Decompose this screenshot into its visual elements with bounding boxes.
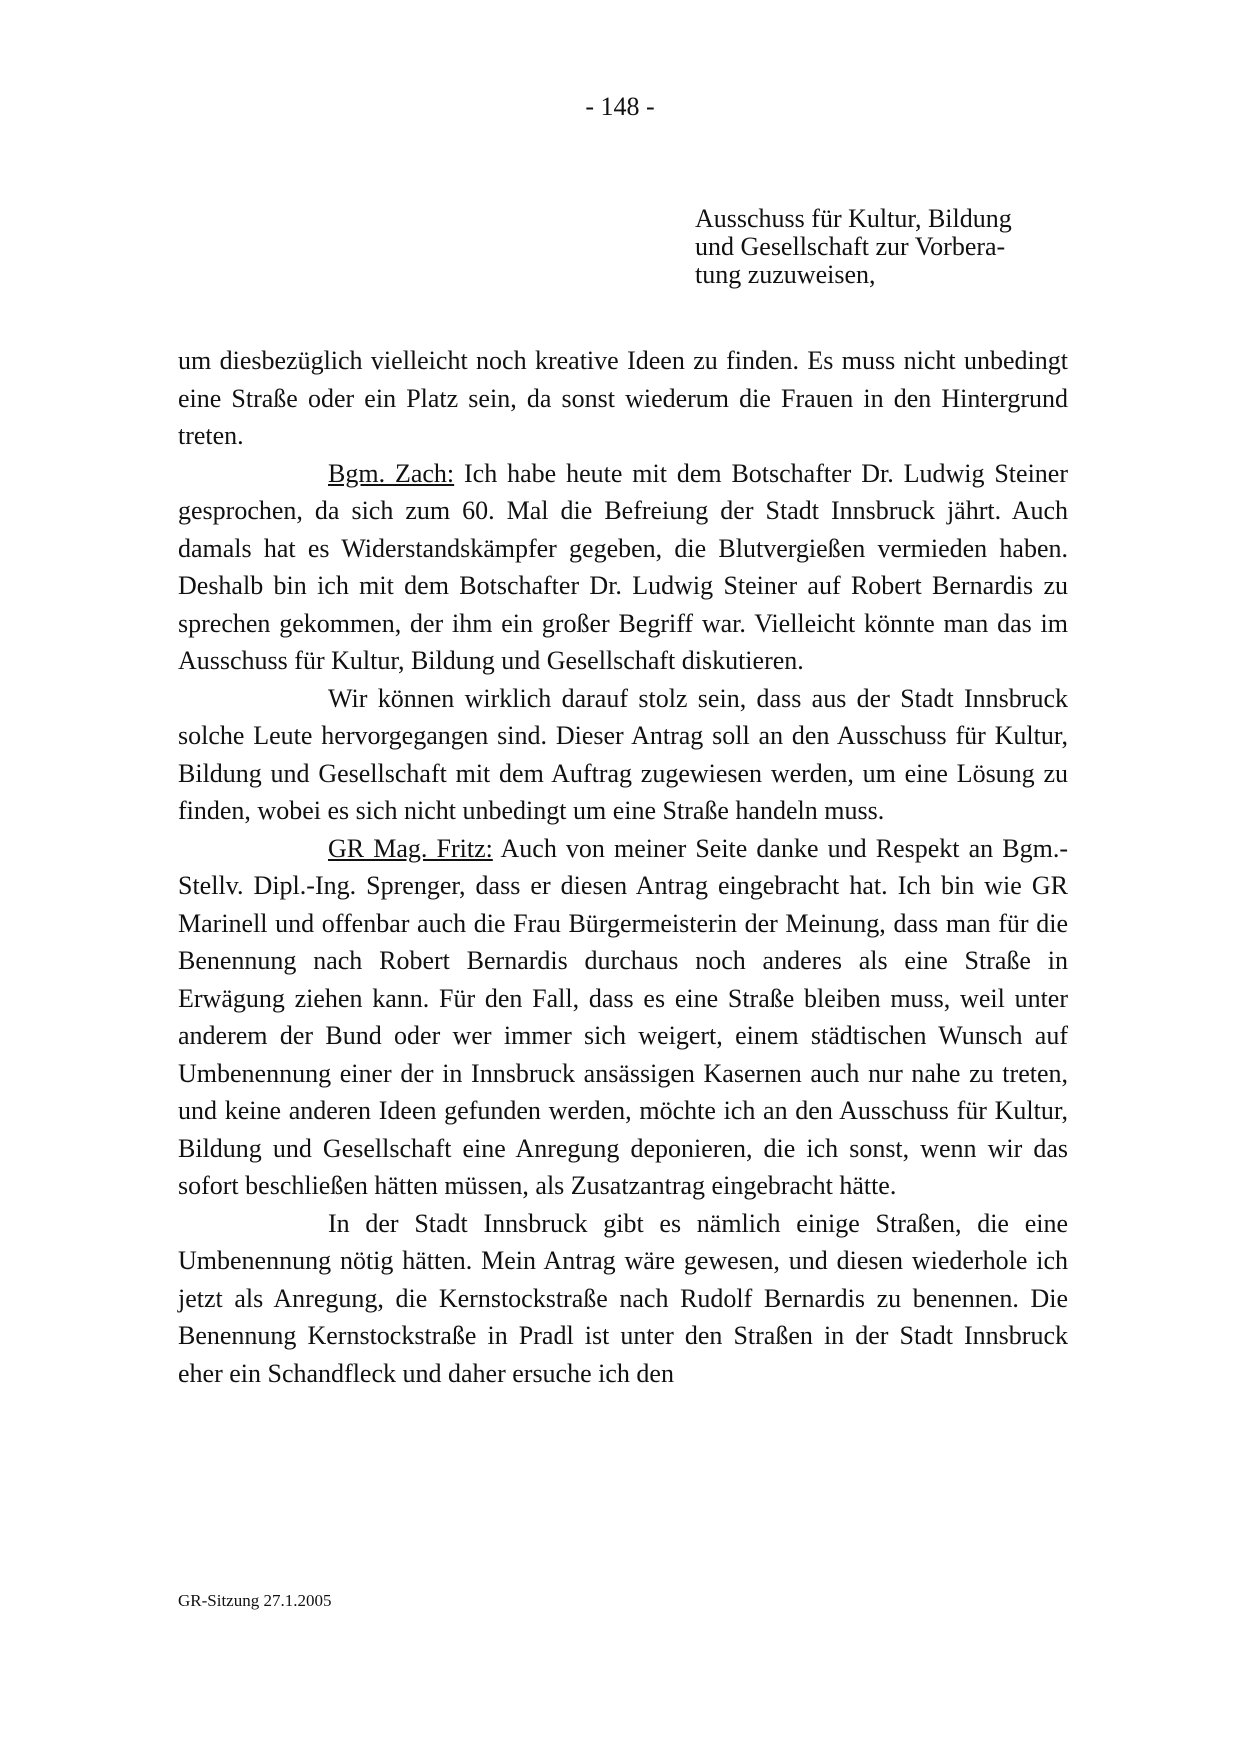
speaker-name: Bgm. Zach: xyxy=(328,458,455,488)
page-number: - 148 - xyxy=(585,92,655,121)
motion-excerpt-line: und Gesellschaft zur Vorbera- xyxy=(695,232,1006,261)
paragraph: Wir können wirklich darauf stolz sein, dass aus der Stadt Innsbruck solche Leute hervorgegangen sind. Dieser Antrag soll an den Ausschuss für Kultur, Bildung und Gesellschaft mit dem Auftrag zugewiesen werden, um eine Lösung zu finden, wobei es sich nicht unbedingt um eine Straße handeln muss. xyxy=(178,683,1068,825)
paragraph: In der Stadt Innsbruck gibt es nämlich einige Straßen, die eine Umbenennung nötig hätten. Mein Antrag wäre gewesen, und diesen wiederhole ich jetzt als Anregung, die Kernstockstraße nach Rudolf Bernardis zu benennen. Die Benennung Kernstockstraße in Pradl ist unter den Straßen in der Stadt Innsbruck eher ein Schandfleck und daher ersuche ich den xyxy=(178,1208,1068,1388)
footer-session-date: GR-Sitzung 27.1.2005 xyxy=(178,1591,332,1610)
speaker-name: GR Mag. Fritz: xyxy=(328,833,493,863)
paragraph: um diesbezüglich vielleicht noch kreative Ideen zu finden. Es muss nicht unbedingt eine Straße oder ein Platz sein, da sonst wiederum die Frauen in den Hintergrund treten. xyxy=(178,346,1068,450)
paragraph-text: Ich habe heute mit dem Botschafter Dr. Ludwig Steiner gesprochen, da sich zum 60. Mal die Befreiung der Stadt Innsbruck jährt. Auch damals hat es Widerstandskämpfer gegeben, die Blutvergießen vermieden haben. Deshalb bin ich mit dem Botschafter Dr. Ludwig Steiner auf Robert Bernardis zu sprechen gekommen, der ihm ein großer Begriff war. Vielleicht könnte man das im Ausschuss für Kultur, Bildung und Gesellschaft diskutieren. xyxy=(178,458,1068,675)
paragraph-text: Auch von meiner Seite danke und Respekt an Bgm.-Stellv. Dipl.-Ing. Sprenger, dass er diesen Antrag eingebracht hat. Ich bin wie GR Marinell und offenbar auch die Frau Bürgermeisterin der Meinung, dass man für die Benennung nach Robert Bernardis durchaus noch anderes als eine Straße in Erwägung ziehen kann. Für den Fall, dass es eine Straße bleiben muss, weil unter anderem der Bund oder wer immer sich weigert, einem städtischen Wunsch auf Umbenennung einer der in Innsbruck ansässigen Kasernen auch nur nahe zu treten, und keine anderen Ideen gefunden werden, möchte ich an den Ausschuss für Kultur, Bildung und Gesellschaft eine Anregung deponieren, die ich sonst, wenn wir das sofort beschließen hätten müssen, als Zusatzantrag eingebracht hätte. xyxy=(178,833,1068,1200)
paragraph xyxy=(178,830,1068,1205)
motion-excerpt-line: Ausschuss für Kultur, Bildung xyxy=(695,204,1012,233)
paragraph xyxy=(178,455,1068,680)
motion-excerpt xyxy=(695,205,1075,289)
body-text xyxy=(178,342,1068,1392)
motion-excerpt-line: tung zuzuweisen, xyxy=(695,260,876,289)
